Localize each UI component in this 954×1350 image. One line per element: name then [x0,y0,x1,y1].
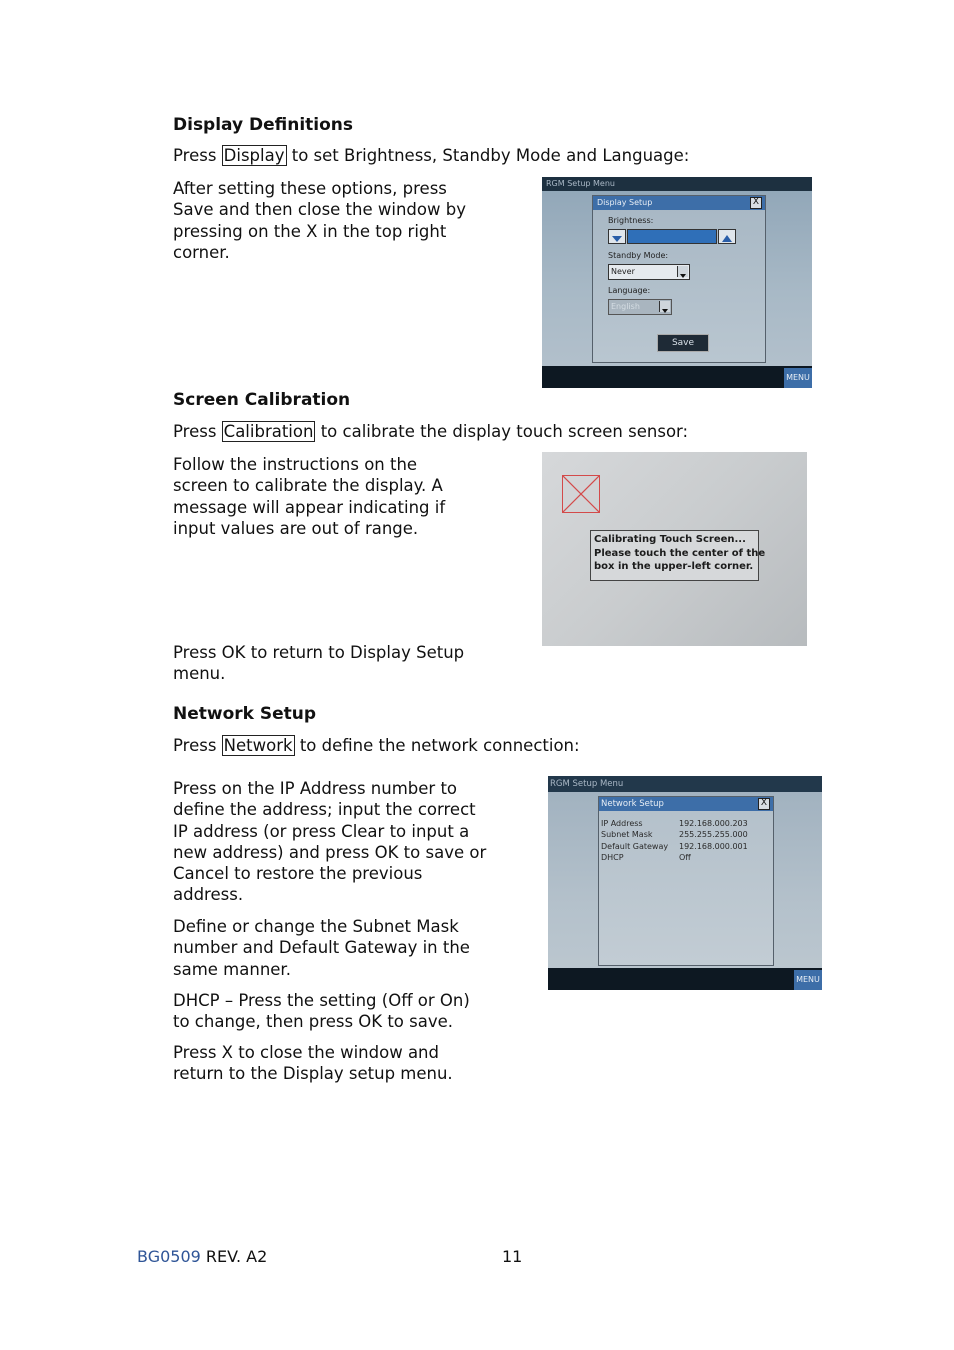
display-key: Display [223,146,285,165]
calibration-key: Calibration [223,422,314,441]
network-para-2: Define or change the Subnet Mask number and Default Gateway in the same manner. [173,917,470,979]
display-body: After setting these options, press Save and then close the window by pressing on the X in the top right corner. [173,179,466,262]
network-setup-screenshot [548,776,822,990]
brightness-up-icon [718,229,736,244]
display-heading: Display Definitions [173,115,354,135]
standby-select: Never [608,264,690,280]
display-intro: Press Display to set Brightness, Standby Mode and Language: [173,146,690,165]
network-para-1: Press on the IP Address number to define the address; input the correct IP address (or press Clear to input a new address) and press OK to save or Cancel to restore the previous address. [173,779,487,905]
footer-doc-id: BG0509 REV. A2 [137,1247,268,1266]
calibration-body: Follow the instructions on the screen to calibrate the display. A message will appear indicating if input values are out of range. [173,455,446,538]
brightness-label: Brightness: [608,216,654,225]
calibration-heading: Screen Calibration [173,390,351,410]
calibration-target-icon [562,475,600,513]
standby-label: Standby Mode: [608,251,669,260]
dialog-title: Network Setup [601,799,664,809]
language-select: English [608,299,672,315]
window-title: RGM Setup Menu [546,179,615,188]
calibration-screenshot [542,452,807,646]
network-intro: Press Network to define the network connection: [173,736,580,755]
page-number: 11 [502,1247,523,1266]
chevron-down-icon [659,301,670,312]
brightness-down-icon [608,229,626,244]
dialog-title: Display Setup [597,198,653,207]
save-button: Save [657,334,709,352]
calibration-intro: Press Calibration to calibrate the display touch screen sensor: [173,422,689,441]
language-label: Language: [608,286,651,295]
network-para-3: DHCP – Press the setting (Off or On) to change, then press OK to save. [173,991,470,1032]
calibration-ok-text: Press OK to return to Display Setup menu. [173,643,465,684]
chevron-down-icon [677,266,688,277]
close-icon: X [758,798,770,810]
network-labels: IP Address Subnet Mask Default Gateway DHCP [601,819,669,862]
menu-button: MENU [784,368,812,388]
network-heading: Network Setup [173,704,317,724]
calibration-message-box: Calibrating Touch Screen... Please touch the center of the box in the upper-left corner. [590,530,759,581]
doc-code: BG0509 [137,1247,201,1266]
network-para-4: Press X to close the window and return to the Display setup menu. [173,1043,453,1084]
close-icon: X [750,197,762,209]
display-setup-screenshot [542,177,812,388]
brightness-slider [627,229,717,244]
display-setup-dialog [592,195,766,363]
network-setup-dialog [598,796,774,966]
menu-button: MENU [794,970,822,990]
network-key: Network [223,736,293,755]
window-title: RGM Setup Menu [550,779,624,789]
network-values: 192.168.000.203 255.255.255.000 192.168.000.001 Off [679,819,748,862]
